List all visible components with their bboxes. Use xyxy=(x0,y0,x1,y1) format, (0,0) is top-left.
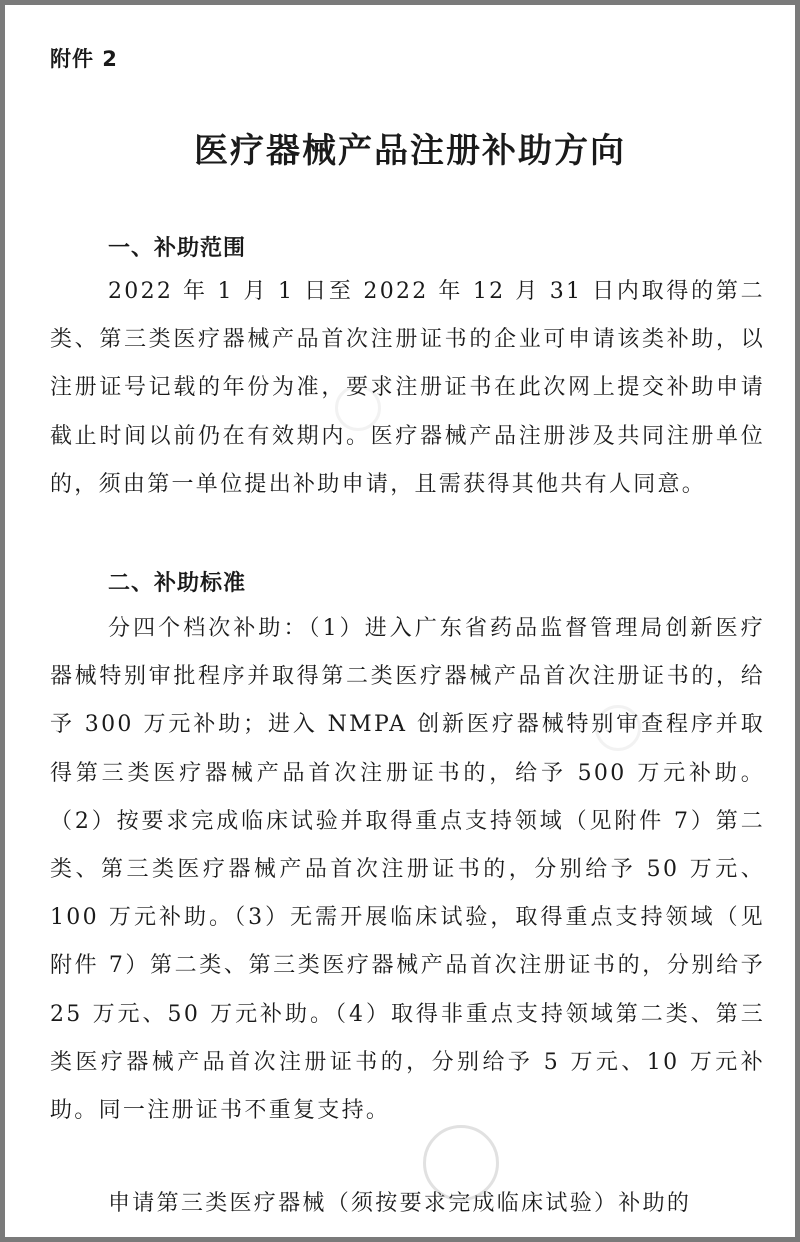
section-paragraph-scope: 2022 年 1 月 1 日至 2022 年 12 月 31 日内取得的第二类、第三类医疗器械产品首次注册证书的企业可申请该类补助，以注册证号记载的年份为准，要求注册证书在此次网上提交补助申请截止时间以前仍在有效期内。医疗器械产品注册涉及共同注册单位的，须由第一单位提出补助申请，且需获得其他共有人同意。 xyxy=(50,279,765,497)
attachment-label: 附件 2 xyxy=(50,47,118,71)
section-paragraph-standard-continued: 申请第三类医疗器械（须按要求完成临床试验）补助的 xyxy=(108,1191,692,1216)
section-heading-standard: 二、补助标准 xyxy=(108,571,247,596)
document-title: 医疗器械产品注册补助方向 xyxy=(194,131,626,171)
watermark-logo-icon xyxy=(595,705,641,751)
section-heading-scope: 一、补助范围 xyxy=(108,236,247,261)
section-paragraph-standard: 分四个档次补助：（1）进入广东省药品监督管理局创新医疗器械特别审批程序并取得第二类医疗器械产品首次注册证书的，给予 300 万元补助；进入 NMPA 创新医疗器械特别审查程序并取得第三类医疗器械产品首次注册证书的，给予 500 万元补助。（2）按要求完成临床试验并取得重点支持领域（见附件 7）第二类、第三类医疗器械产品首次注册证书的，分别给予 50 万元、100 万元补助。（3）无需开展临床试验，取得重点支持领域（见附件 7）第二类、第三类医疗器械产品首次注册证书的，分别给予 25 万元、50 万元补助。（4）取得非重点支持领域第二类、第三类医疗器械产品首次注册证书的，分别给予 5 万元、10 万元补助。同一注册证书不重复支持。 xyxy=(50,616,765,1124)
watermark-logo-icon xyxy=(423,1125,499,1201)
watermark-logo-icon xyxy=(335,385,381,431)
